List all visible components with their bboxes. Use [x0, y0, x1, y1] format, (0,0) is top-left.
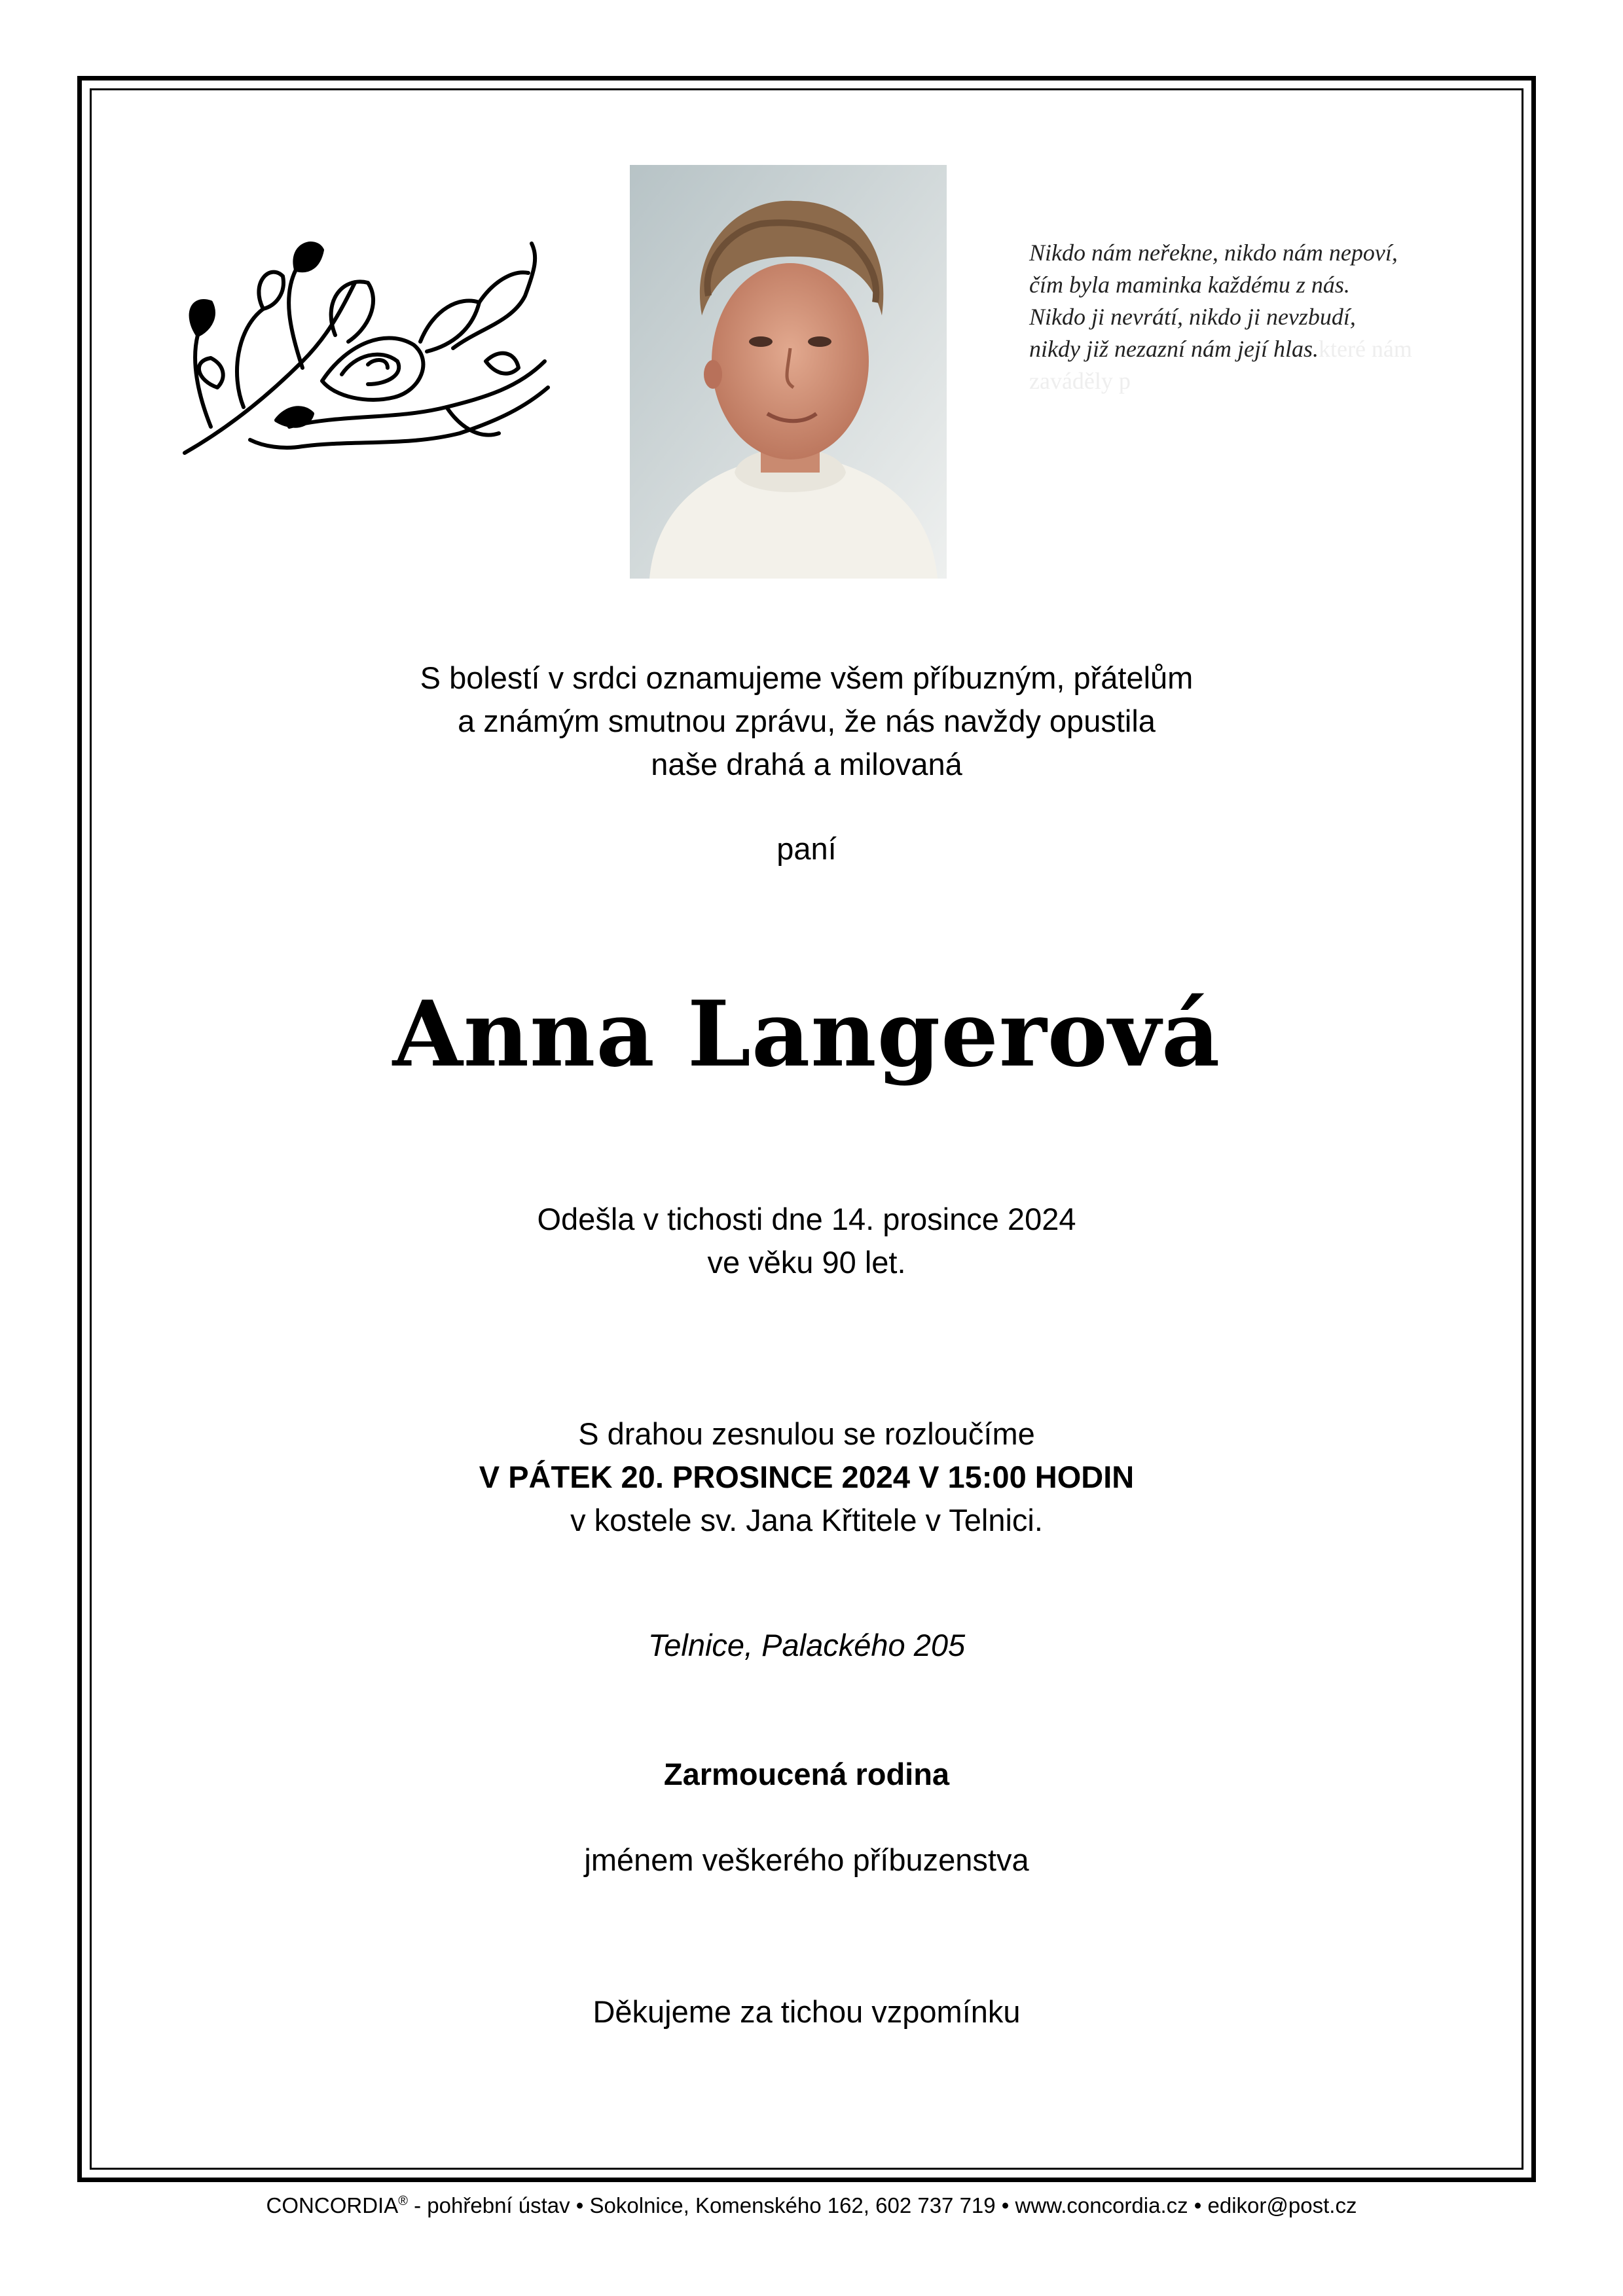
- announcement-line: a známým smutnou zprávu, že nás navždy opustila: [458, 704, 1156, 738]
- poem-line-text: nikdy již nezazní nám její hlas.: [1029, 336, 1319, 362]
- rose-branch-icon: [172, 230, 558, 486]
- death-date: Odešla v tichosti dne 14. prosince 2024: [537, 1202, 1076, 1236]
- announcement: [90, 656, 1523, 786]
- thanks: Děkujeme za tichou vzpomínku: [593, 1994, 1021, 2029]
- footer-registered: ®: [398, 2194, 408, 2208]
- family-sub: jménem veškerého příbuzenstva: [584, 1842, 1029, 1877]
- poem-ghost-text: zaváděly p: [1029, 368, 1131, 394]
- poem-line: Nikdo nám neřekne, nikdo nám nepoví,: [1029, 240, 1398, 266]
- footer-brand: CONCORDIA: [266, 2193, 399, 2217]
- announcement-line: naše drahá a milovaná: [651, 747, 962, 781]
- poem: [1029, 237, 1501, 397]
- footer: [0, 2186, 1623, 2221]
- portrait-photo: [630, 165, 947, 579]
- poem-line: Nikdo ji nevrátí, nikdo ji nevzbudí,: [1029, 304, 1356, 330]
- title-text: paní: [776, 831, 837, 866]
- ceremony-info: [90, 1412, 1523, 1542]
- ceremony-line: S drahou zesnulou se rozloučíme: [578, 1416, 1035, 1451]
- ceremony-datetime: V PÁTEK 20. PROSINCE 2024 V 15:00 HODIN: [479, 1460, 1135, 1494]
- announcement-line: S bolestí v srdci oznamujeme všem příbuzným, přátelům: [420, 660, 1194, 695]
- deceased-name: Anna Langerová: [392, 980, 1221, 1087]
- death-info: [90, 1198, 1523, 1284]
- footer-contact: - pohřební ústav • Sokolnice, Komenského 162, 602 737 719 • www.concordia.cz • edikor@post.cz: [407, 2193, 1357, 2217]
- poem-line: čím byla maminka každému z nás.: [1029, 272, 1350, 298]
- address: Telnice, Palackého 205: [647, 1628, 966, 1662]
- family: Zarmoucená rodina: [663, 1757, 950, 1791]
- title-pani: [90, 827, 1523, 870]
- ceremony-place: v kostele sv. Jana Křtitele v Telnici.: [570, 1503, 1043, 1537]
- death-age: ve věku 90 let.: [707, 1245, 906, 1280]
- poem-ghost-text: které nám: [1318, 336, 1412, 362]
- poem-line: [1029, 333, 1501, 365]
